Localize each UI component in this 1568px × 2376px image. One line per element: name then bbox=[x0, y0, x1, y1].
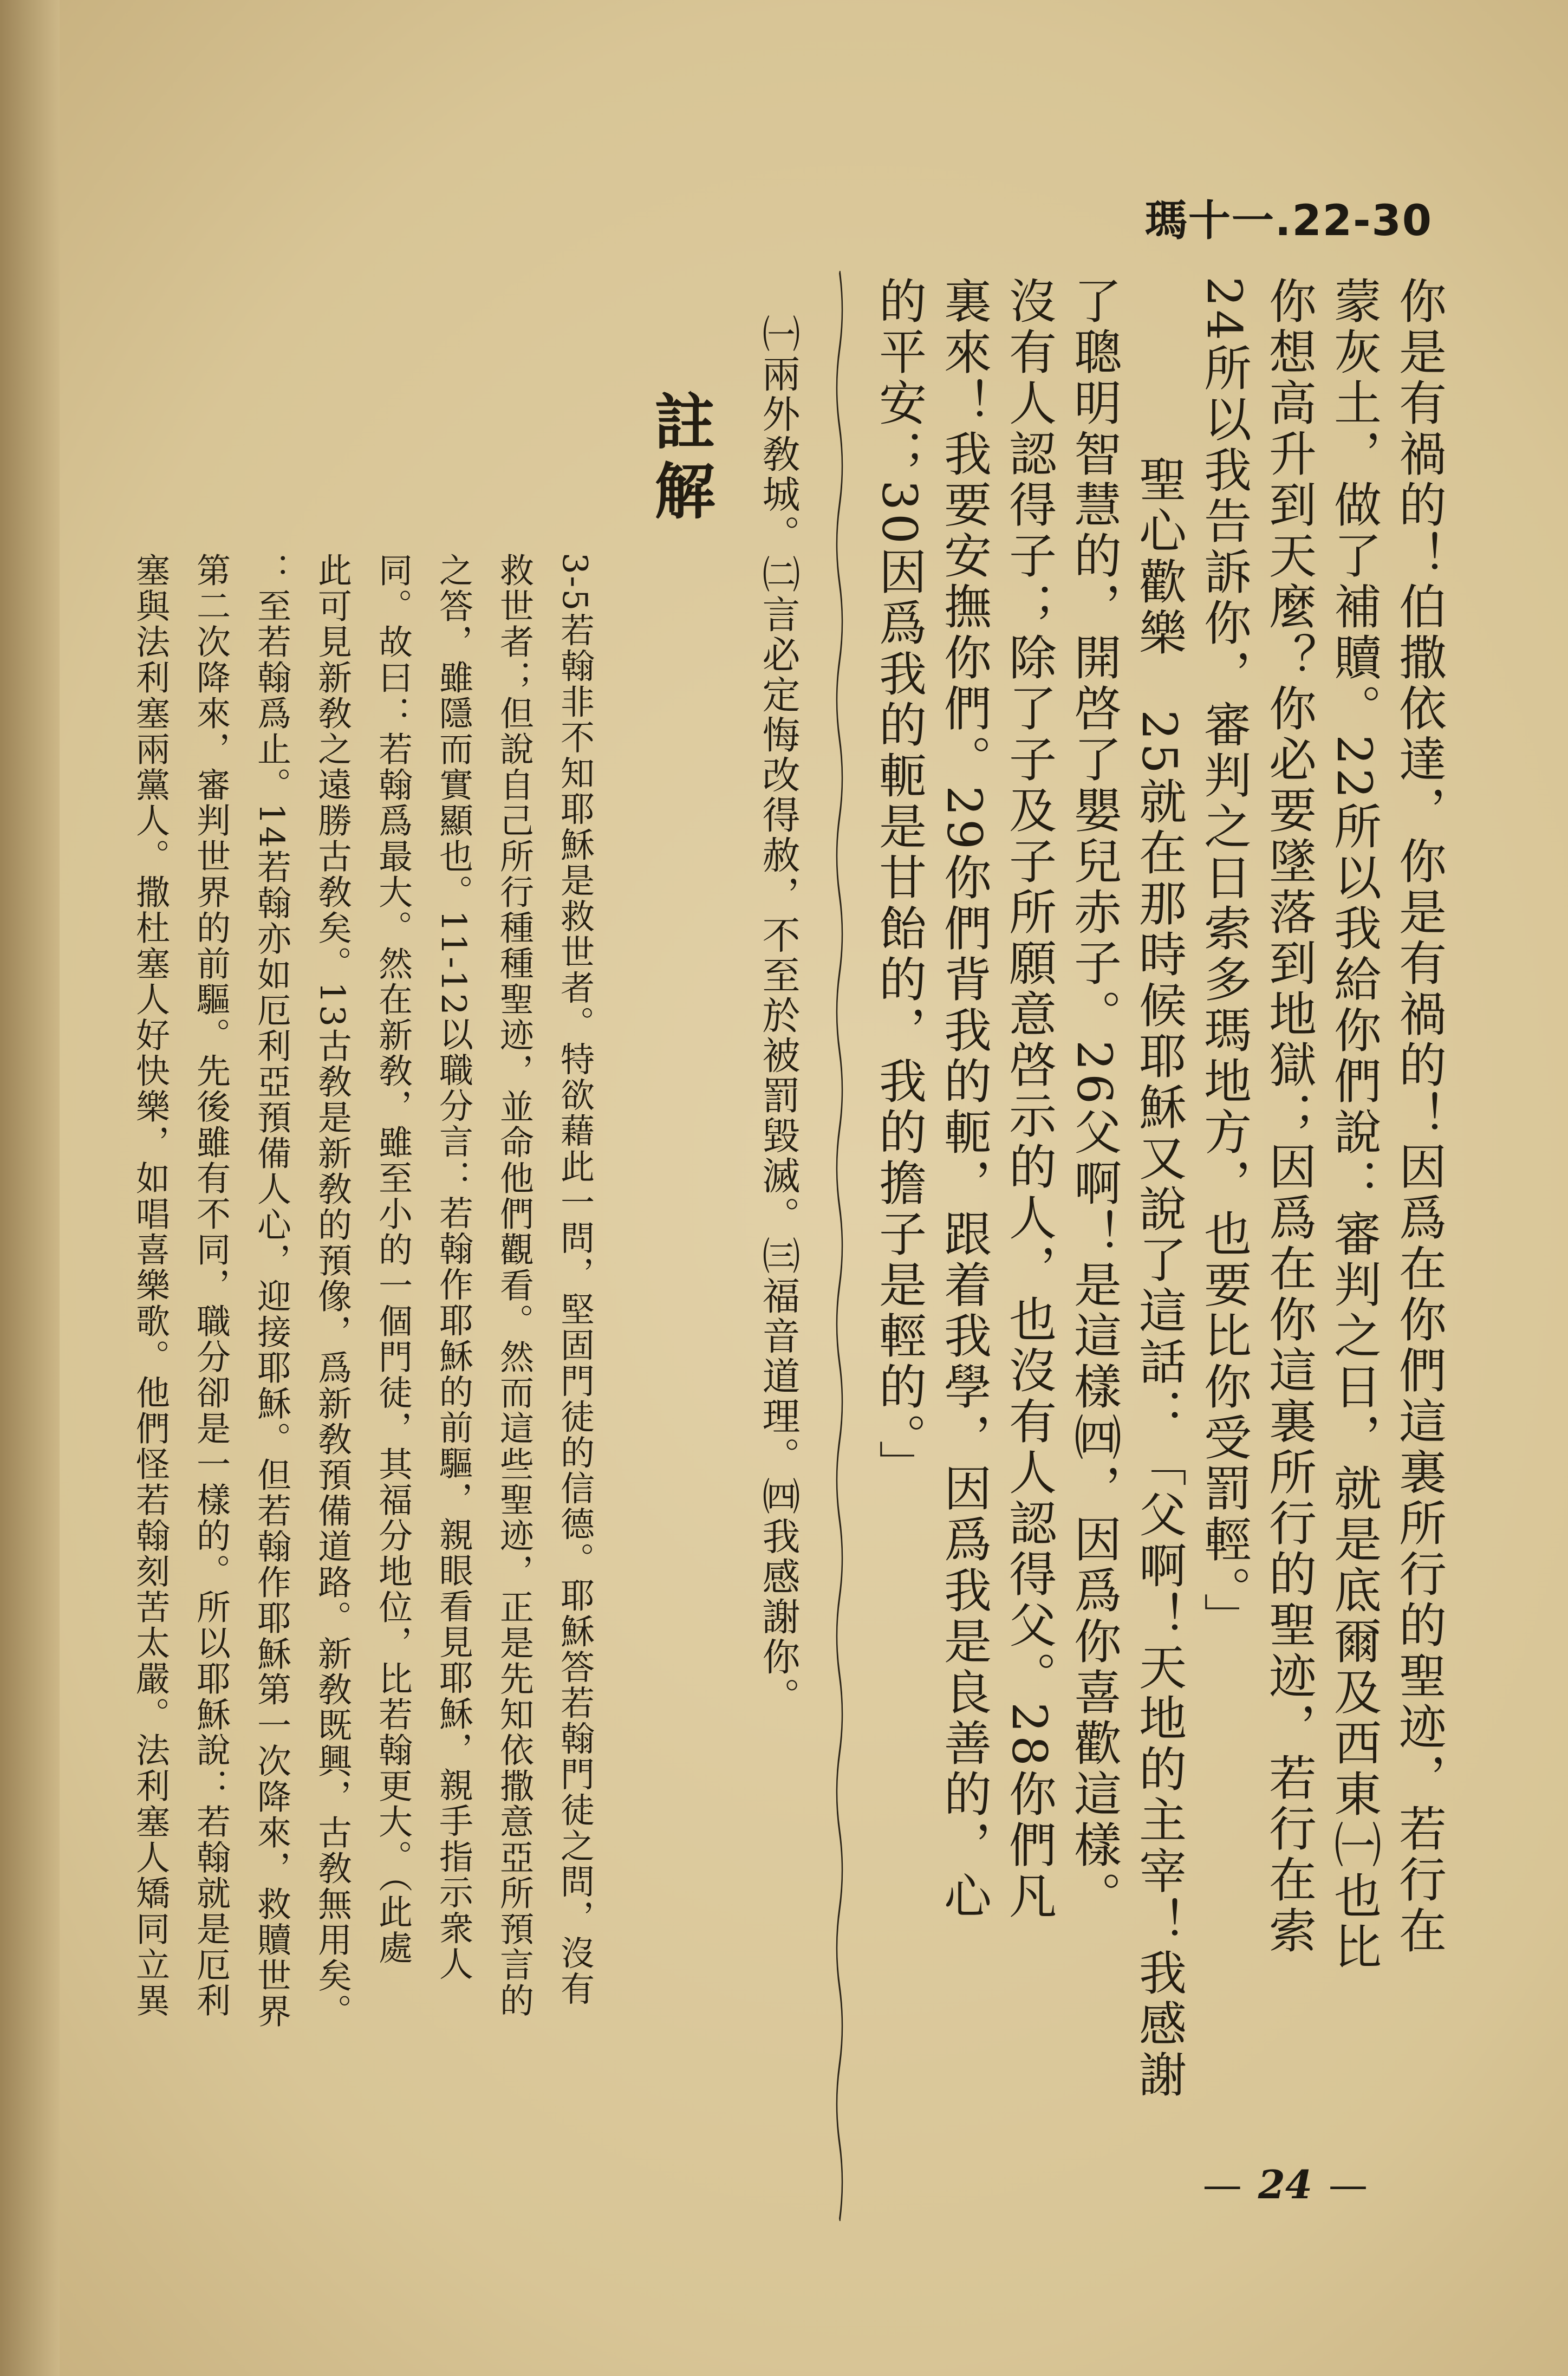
chapter-verse-header: 瑪十一.22-30 bbox=[1144, 197, 1433, 245]
note-column-2: 救世者；但說自己所行種種聖迹，並命他們觀看。然而這些聖迹，正是先知依撒意亞所預言的 bbox=[495, 553, 534, 2018]
note-column-3: 之答，雖隱而實顯也。11-12以職分言：若翰作耶穌的前驅，親眼看見耶穌，親手指示衆人 bbox=[434, 553, 473, 1982]
page-number-dash-right: — bbox=[1329, 2162, 1368, 2208]
wavy-divider bbox=[831, 271, 848, 2221]
page-number bbox=[1187, 2161, 1384, 2208]
main-text-column-1: 你是有禍的！伯撒依達，你是有禍的！因爲在你們這裏所行的聖迹，若行在 bbox=[1391, 276, 1447, 1957]
main-text-column-3: 你想高升到天麼？你必要墜落到地獄；因爲在你這裏所行的聖迹，若行在索 bbox=[1261, 276, 1317, 1957]
notes-heading: 註解 bbox=[645, 390, 715, 529]
page-number-value: 24 bbox=[1258, 2161, 1312, 2208]
footnote-column: ㈠兩外敎城。㈡言必定悔改得赦，不至於被罰毀滅。㈢福音道理。㈣我感謝你。 bbox=[756, 314, 801, 1717]
main-text-column-7: 沒有人認得子；除了子及子所願意啓示的人，也沒有人認得父。28你們凡 bbox=[1001, 276, 1057, 1922]
main-text-column-2: 蒙灰土，做了補贖。22所以我給你們說：審判之日，就是底爾及西東㈠也比 bbox=[1326, 276, 1382, 1973]
note-column-6: ：至若翰爲止。14若翰亦如厄利亞預備人心，迎接耶穌。但若翰作耶穌第一次降來，救贖世界 bbox=[252, 553, 291, 2030]
page-gutter-shadow bbox=[0, 0, 60, 2376]
page-number-dash-left: — bbox=[1202, 2162, 1242, 2208]
note-column-5: 此可見新敎之遠勝古敎矣。13古敎是新敎的預像，爲新敎預備道路。新敎既興，古敎無用矣。 bbox=[313, 553, 352, 2030]
main-text-column-4: 24所以我告訴你，審判之日索多瑪地方，也要比你受罰輕。」 bbox=[1196, 276, 1252, 1644]
note-column-8: 塞與法利塞兩黨人。撒杜塞人好快樂，如唱喜樂歌。他們怪若翰刻苦太嚴。法利塞人矯同立異 bbox=[131, 553, 170, 2018]
note-column-4: 同。故曰：若翰爲最大。然在新敎，雖至小的一個門徒，其福分地位，比若翰更大。（此處 bbox=[373, 553, 413, 1966]
note-column-1: 3-5若翰非不知耶穌是救世者。特欲藉此一問，堅固門徒的信德。耶穌答若翰門徒之問，沒有 bbox=[555, 553, 595, 2007]
note-column-7: 第二次降來，審判世界的前驅。先後雖有不同，職分卻是一樣的。所以耶穌說：若翰就是厄利 bbox=[191, 553, 231, 2018]
main-text-column-9: 的平安；30因爲我的軛是甘飴的，我的擔子是輕的。」 bbox=[871, 276, 927, 1491]
main-text-column-5: 聖心歡樂 25就在那時候耶穌又說了這話：「父啊！天地的主宰！我感謝 bbox=[1131, 455, 1187, 2101]
main-text-column-8: 裏來！我要安撫你們。29你們背我的軛，跟着我學，因爲我是良善的，心 bbox=[936, 276, 992, 1922]
main-text-column-6: 了聰明智慧的，開啓了嬰兒赤子。26父啊！是這樣㈣，因爲你喜歡這樣。 bbox=[1066, 276, 1122, 1922]
